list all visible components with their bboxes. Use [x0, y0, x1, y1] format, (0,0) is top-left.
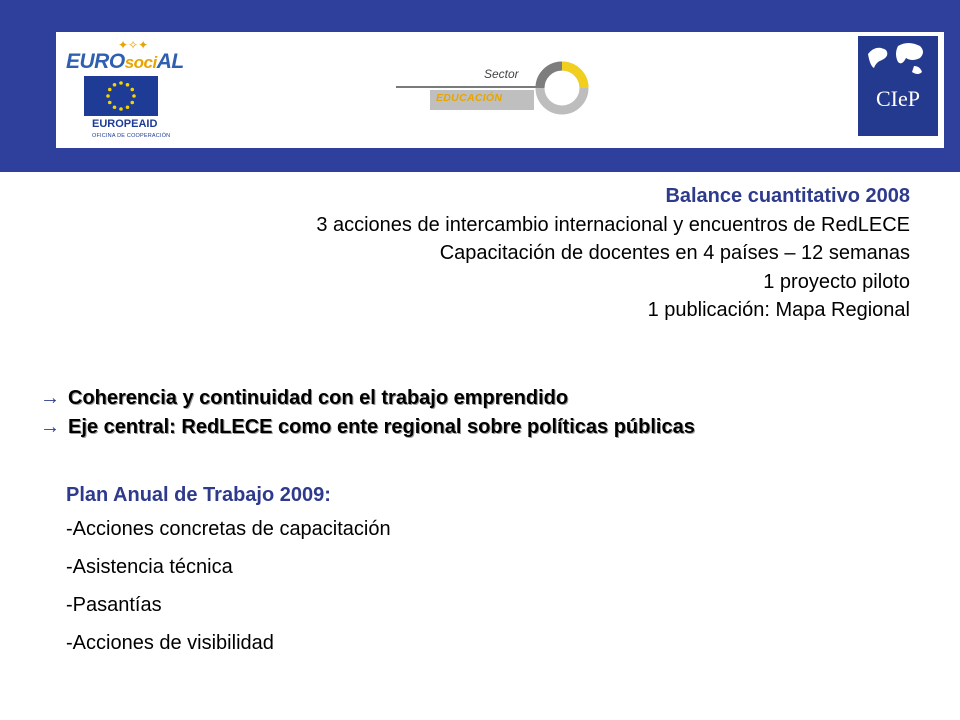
plan-item: -Acciones de visibilidad — [66, 632, 274, 654]
eu-star-icon — [108, 101, 112, 105]
arrow-right-icon: → — [40, 387, 60, 409]
key-point — [40, 384, 695, 413]
eu-star-icon — [126, 83, 130, 87]
plan-title: Plan Anual de Trabajo 2009: — [66, 484, 331, 506]
logo-panel — [56, 32, 944, 148]
balance-line: 1 proyecto piloto — [763, 270, 910, 293]
eu-star-icon — [126, 105, 130, 109]
balance-block — [316, 182, 910, 325]
eu-star-icon — [113, 83, 117, 87]
sector-educacion-logo — [396, 52, 596, 132]
ciep-wordmark: CIeP — [876, 86, 920, 111]
plan-item: -Pasantías — [66, 594, 162, 616]
plan-item: -Asistencia técnica — [66, 556, 233, 578]
key-point-text: Eje central: RedLECE como ente regional sobre políticas públicas — [68, 416, 695, 438]
eu-star-icon — [130, 88, 134, 92]
eurosocial-logo — [66, 36, 184, 146]
plan-item: -Acciones concretas de capacitación — [66, 518, 391, 540]
europeaid-name: EUROPEAID — [92, 118, 158, 130]
ring-icon — [532, 58, 592, 118]
header-banner — [0, 0, 960, 172]
key-point — [40, 413, 695, 442]
arrow-right-icon: → — [40, 416, 60, 438]
eu-star-icon — [119, 81, 123, 85]
eu-flag-icon — [84, 76, 158, 116]
sector-label: Sector — [484, 67, 519, 81]
key-points — [40, 384, 695, 442]
balance-line: Capacitación de docentes en 4 países – 12 semanas — [439, 242, 910, 264]
eu-star-icon — [106, 94, 110, 98]
eu-star-icon — [108, 88, 112, 92]
sector-line — [396, 86, 536, 88]
eu-star-icon — [113, 105, 117, 109]
eurosocial-wordmark: EUROsociAL — [66, 50, 184, 73]
europeaid-subtitle: OFICINA DE COOPERACIÓN — [92, 133, 171, 139]
ciep-logo — [858, 36, 938, 136]
eu-star-icon — [132, 94, 136, 98]
eu-star-icon — [119, 107, 123, 111]
balance-line: 1 publicación: Mapa Regional — [647, 299, 910, 321]
world-map-icon — [858, 36, 938, 86]
balance-line: 3 acciones de intercambio internacional y encuentros de RedLECE — [316, 213, 910, 236]
balance-title: Balance cuantitativo 2008 — [665, 185, 910, 207]
sector-name: EDUCACIÓN — [436, 92, 503, 104]
plan-block — [66, 480, 391, 662]
eu-star-icon — [130, 101, 134, 105]
figures-icon: ✦✧✦ — [118, 38, 149, 52]
key-point-text: Coherencia y continuidad con el trabajo emprendido — [68, 387, 569, 409]
